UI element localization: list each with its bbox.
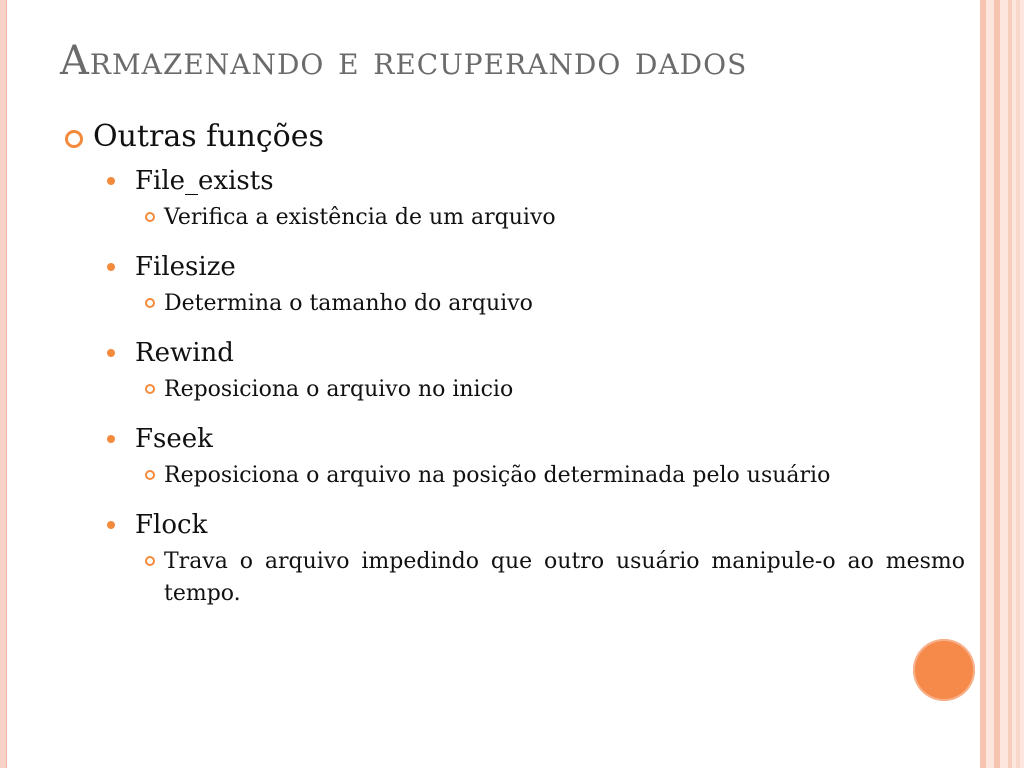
function-description: Reposiciona o arquivo no inicio <box>164 377 514 402</box>
list-item <box>60 508 965 542</box>
dot-bullet-icon <box>107 521 115 529</box>
dot-bullet-icon <box>107 177 115 185</box>
ring-bullet-icon <box>145 384 155 394</box>
list-item <box>60 164 965 198</box>
list-item <box>60 336 965 370</box>
ring-bullet-icon <box>145 298 155 308</box>
list-item <box>60 202 965 234</box>
orange-circle-decoration <box>913 639 975 701</box>
stripe <box>1016 0 1020 768</box>
ring-bullet-icon <box>145 212 155 222</box>
function-name: Rewind <box>135 338 234 368</box>
list-item <box>60 460 965 492</box>
function-description: Determina o tamanho do arquivo <box>164 291 533 316</box>
dot-bullet-icon <box>107 263 115 271</box>
left-border-decoration <box>0 0 6 768</box>
stripe <box>994 0 1000 768</box>
function-name: File_exists <box>135 166 274 196</box>
slide-title: Armazenando e recuperando dados <box>60 38 748 84</box>
content <box>60 118 965 626</box>
list-item <box>60 422 965 456</box>
function-description: Trava o arquivo impedindo que outro usuário manipule-o ao mesmo tempo. <box>164 549 965 606</box>
right-stripe-decoration <box>980 0 1024 768</box>
dot-bullet-icon <box>107 349 115 357</box>
function-description: Reposiciona o arquivo na posição determinada pelo usuário <box>164 463 831 488</box>
dot-bullet-icon <box>107 435 115 443</box>
function-description: Verifica a existência de um arquivo <box>164 205 556 230</box>
ring-bullet-icon <box>65 130 83 148</box>
stripe <box>1008 0 1012 768</box>
function-name: Flock <box>135 510 208 540</box>
function-name: Fseek <box>135 424 213 454</box>
level1-bullet <box>60 118 965 156</box>
function-name: Filesize <box>135 252 236 282</box>
level1-text: Outras funções <box>93 119 324 154</box>
list-item <box>60 288 965 320</box>
list-item <box>60 250 965 284</box>
list-item <box>60 374 965 406</box>
ring-bullet-icon <box>145 470 155 480</box>
stripe <box>980 0 986 768</box>
list-item <box>60 546 965 610</box>
ring-bullet-icon <box>145 556 155 566</box>
